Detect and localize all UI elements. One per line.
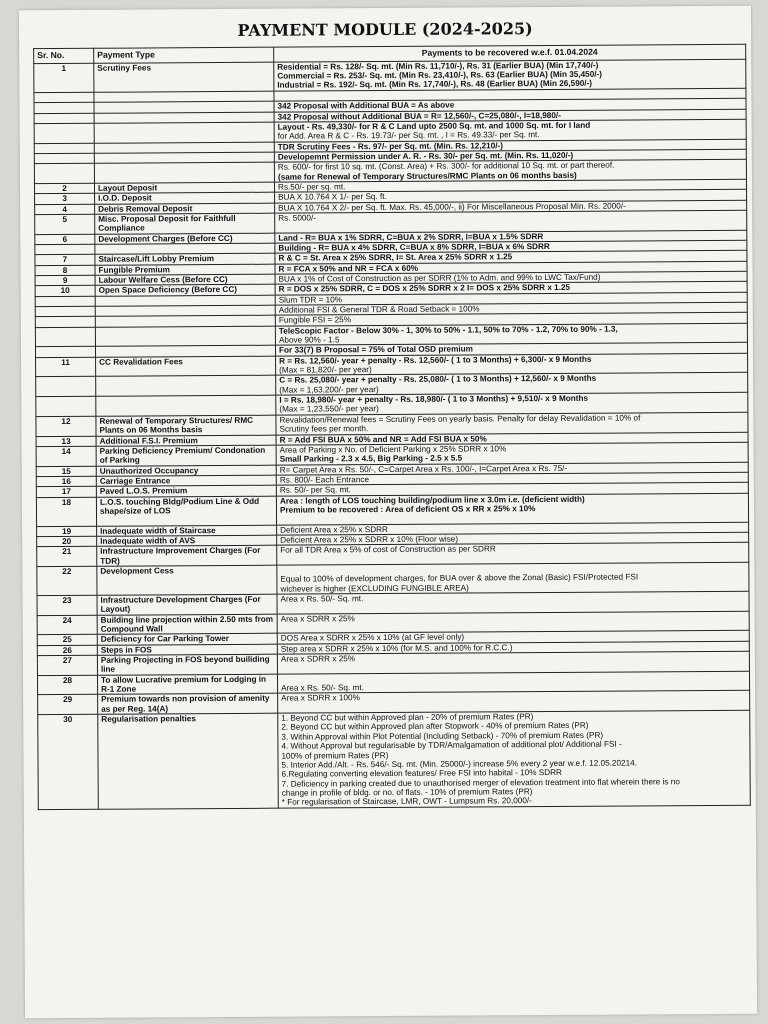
table-row [34,59,746,92]
sr-no-cell: 26 [37,645,97,656]
detail-line: BUA X 10.764 X 1/- per Sq. ft. [278,192,387,202]
detail-line: Fungible FSI = 25% [278,315,351,326]
detail-line: Area x Rs. 50/- Sq. mt. [280,594,364,604]
header-payments: Payments to be recovered w.e.f. 01.04.2024 [274,44,746,62]
detail-line: Land - R= BUA x 1% SDRR, C=BUA x 2% SDRR, I=BUA x 1.5% SDRR [278,231,544,243]
payment-type-cell: Deficiency for Car Parking Tower [97,634,277,645]
payment-type-cell: Scrutiny Fees [94,62,274,92]
detail-line: R = FCA x 50% and NR = FCA x 60% [278,263,419,274]
sr-no-cell: 22 [37,566,97,595]
table-row [37,562,749,595]
detail-line: wichever is higher (EXCLUDING FUNGIBLE AREA) [280,583,469,594]
sr-no-cell: 11 [36,357,96,377]
table-row [38,710,751,809]
payment-type-cell [94,122,274,143]
detail-line: Step area x SDRR x 25% x 10% (for M.S. and 100% for R.C.C.) [280,642,513,654]
detail-line: Slum TDR = 10% [278,294,343,305]
detail-line: Deficient Area x 25% x SDRR x 10% (Floor wise) [280,534,459,545]
detail-line: Rs. 5000/- [278,213,317,223]
sr-no-cell [36,377,96,397]
detail-line: BUA X 10.764 X 2/- per Sq. ft. Max. Rs. 45,000/-, ii) For Miscellaneous Proposal Min. Rs. 2000/- [278,201,626,213]
payment-type-cell: Staircase/Lift Lobby Premium [95,254,275,265]
sr-no-cell: 4 [35,204,95,215]
sr-no-cell [35,327,95,347]
payment-details-cell [274,59,746,91]
payment-type-cell: Inadequate width of Staircase [97,525,277,536]
payment-type-cell: Fungible Premium [95,264,275,275]
detail-line: Developemnt Permission under A. R. - Rs. 30/- per Sq. mt. (Min. Rs. 11,020/-) [277,150,574,162]
sr-no-cell: 8 [35,265,95,276]
detail-line: 7. Deficiency in parking created due to unauthorised merger of elevation treatment into flat wherein there is no [281,776,680,789]
detail-line: 5. Interior Add./Alt. - Rs. 546/- Sq. mt. (Min. 25000/-) increase 5% every 2 year w.e.f. 12.05.20214. [281,758,637,770]
detail-line: Area : length of LOS touching building/podium line x 3.0m i.e. (deficient width) [279,494,585,506]
detail-line: R = DOS x 25% SDRR, C = DOS x 25% SDRR x 2 I= DOS x 25% SDRR x 1.25 [278,283,571,295]
sr-no-cell: 7 [35,255,95,266]
document-page [19,6,757,1018]
detail-line: 342 Proposal with Additional BUA = As above [277,100,455,111]
sr-no-cell: 18 [36,497,96,526]
payment-type-cell [96,395,276,416]
detail-line: 4. Without Approval but regularisable by TDR/Amalgamation of additional plot/ Additional FSI - [281,739,622,751]
detail-line: Premium to be recovered : Area of deficient OS x RR x 25% x 10% [279,504,536,515]
payment-type-cell [96,376,276,397]
payment-details-cell [276,493,748,525]
sr-no-cell [35,317,95,328]
detail-line: Rs. 50/- per Sq. mt. [279,485,351,495]
detail-line: 100% of premium Rates (PR) [281,750,389,761]
detail-line: R & C = St. Area x 25% SDRR, I= St. Area x 25% SDRR x 1.25 [278,252,513,263]
detail-line: R= Carpet Area x Rs. 50/-, C=Carpet Area x Rs. 100/-, I=Carpet Area x Rs. 75/- [279,463,568,475]
header-sr-no: Sr. No. [34,48,94,63]
payment-type-cell: To allow Lucrative premium for Lodging in R-1 Zone [97,674,277,695]
sr-no-cell: 15 [36,466,96,477]
sr-no-cell: 9 [35,275,95,286]
payment-type-cell: Inadequate width of AVS [97,535,277,546]
detail-line: * For regularisation of Staircase, LMR, OWT - Lumpsum Rs. 20,000/- [281,796,532,807]
detail-line: Area x Rs. 50/- Sq. mt. [281,683,364,693]
detail-line: Area x SDRR x 25% [280,654,356,664]
detail-line: Area x SDRR x 25% [280,613,355,624]
detail-line: 6.Regulating converting elevation features/ Free FSI into habital - 10% SDRR [281,768,562,779]
sr-no-cell: 20 [37,536,97,547]
detail-line: (same for Renewal of Temporary Structures/RMC Plants on 06 months basis) [277,170,577,182]
sr-no-cell: 24 [37,615,97,635]
payment-type-cell: Renewal of Temporary Structures/ RMC Plants on 06 Months basis [96,415,276,436]
sr-no-cell: 30 [38,714,99,809]
sr-no-cell [35,244,95,255]
table-body [34,59,751,809]
detail-line: Above 90% - 1.5 [278,335,340,345]
sr-no-cell: 19 [37,526,97,537]
detail-line: (Max = 1,23,550/- per year) [279,404,379,415]
sr-no-cell [34,113,94,124]
payment-details-cell [278,710,751,807]
payment-type-cell: CC Revalidation Fees [96,356,276,377]
detail-line: Small Parking - 2.3 x 4.5, Big Parking - 2.5 x 5.5 [279,453,463,464]
detail-line: Deficient Area x 25% x SDRR [280,524,388,535]
payment-type-cell: L.O.S. touching Bldg/Podium Line & Odd shape/size of LOS [96,496,276,526]
payment-type-cell: Parking Deficiency Premium/ Condonation of Parking [96,445,276,466]
detail-line: Rs.50/- per sq. mt. [277,182,346,192]
payment-type-cell: I.O.D. Deposit [95,192,275,203]
table-row [36,493,748,526]
payment-table [33,44,751,810]
sr-no-cell [36,396,96,416]
payment-type-cell: Labour Welfare Cess (Before CC) [95,274,275,285]
sr-no-cell: 6 [35,234,95,245]
detail-line: C = Rs. 25,080/- year + penalty - Rs. 25,080/- ( 1 to 3 Months) + 12,560/- x 9 Months [279,374,597,386]
detail-line: Residential = Rs. 128/- Sq. mt. (Min Rs. 11,710/-), Rs. 31 (Earlier BUA) (Min 17,740/-) [277,60,599,72]
detail-line: I = Rs. 18,980/- year + penalty - Rs. 18,980/- ( 1 to 3 Months) + 9,510/- x 9 Months [279,393,589,405]
detail-line: BUA x 1% of Cost of Construction as per SDRR (1% to Adm. and 99% to LWC Tax/Fund) [278,272,601,284]
payment-type-cell [95,326,275,347]
detail-line: Building - R= BUA x 4% SDRR, C=BUA x 8% SDRR, I=BUA x 6% SDRR [278,241,550,253]
detail-line: 3. Within Approval within Plot Potential (Including Setback) - 70% of premium Rates (PR) [281,730,604,742]
sr-no-cell: 21 [37,547,97,567]
payment-type-cell: Infrastructure Improvement Charges (For TDR) [97,545,277,566]
sr-no-cell [34,164,94,184]
detail-line: R = Rs. 12,560/- year + penalty - Rs. 12,560/- ( 1 to 3 Months) + 6,300/- x 9 Months [279,354,592,366]
payment-type-cell: Premium towards non provision of amenity as per Reg. 14(A) [98,694,278,715]
detail-line: for Add. Area R & C - Rs. 19.73/- per Sq. mt. , I = Rs. 49.33/- per Sq. mt. [277,130,540,141]
sr-no-cell: 16 [36,476,96,487]
detail-line: Area of Parking x No. of Deficient Parking x 25% SDRR x 10% [279,444,507,455]
sr-no-cell [34,92,94,103]
detail-line: DOS Area x SDRR x 25% x 10% (at GF level only) [280,632,465,644]
detail-line: TeleScopic Factor - Below 30% - 1, 30% to 50% - 1.1, 50% to 70% - 1.2, 70% to 90% - 1.3, [278,324,618,336]
payment-type-cell: Regularisation penalties [98,713,279,809]
sr-no-cell [34,123,94,143]
detail-line: 342 Proposal without Additional BUA = R= 12,560/-, C=25,080/-, I=18,980/- [277,110,561,122]
payment-type-cell: Misc. Proposal Deposit for Faithfull Compliance [95,213,275,234]
payment-details-cell [277,562,749,594]
payment-type-cell: Debris Removal Deposit [95,203,275,214]
payment-type-cell: Paved L.O.S. Premium [96,485,276,496]
payment-type-cell: Development Charges (Before CC) [95,233,275,244]
sr-no-cell [35,296,95,307]
sr-no-cell: 17 [36,487,96,498]
detail-line: Commercial = Rs. 253/- Sq. mt. (Min Rs. 23,410/-), Rs. 63 (Earlier BUA) (Min 35,450/-) [277,69,603,81]
sr-no-cell: 23 [37,595,97,615]
sr-no-cell [35,306,95,317]
detail-line: Equal to 100% of development charges, for BUA over & above the Zonal (Basic) FSI/Protected FSI [280,572,639,584]
header-payment-type: Payment Type [94,47,274,63]
sr-no-cell: 10 [35,286,95,297]
detail-line: Layout - Rs. 49,330/- for R & C Land upto 2500 Sq. mt. and 1000 Sq. mt. for I land [277,120,591,132]
detail-line: Industrial = Rs. 192/- Sq. mt. (Min Rs. 17,740/-), Rs. 48 (Earlier BUA) (Min 26,590/-) [277,79,593,91]
payment-type-cell [94,162,274,183]
sr-no-cell: 2 [34,183,94,194]
sr-no-cell: 27 [37,655,97,675]
payment-type-cell: Open Space Deficiency (Before CC) [95,285,275,296]
payment-type-cell: Layout Deposit [94,182,274,193]
sr-no-cell: 12 [36,416,96,436]
payment-type-cell: Unauthorized Occupancy [96,465,276,476]
detail-line: Area x SDRR x 100% [281,693,360,704]
sr-no-cell: 28 [37,675,97,695]
detail-line: 2. Beyond CC but within Approved plan after Stopwork - 40% of premium Rates (PR) [281,721,589,733]
sr-no-cell [34,153,94,164]
sr-no-cell [35,347,95,358]
page-title: PAYMENT MODULE (2024-2025) [237,19,533,40]
detail-line: (Max = 81,820/- per year) [279,365,372,375]
detail-line: Rs. 800/- Each Entrance [279,475,370,485]
sr-no-cell: 5 [35,214,95,234]
payment-type-cell: Carriage Entrance [96,475,276,486]
sr-no-cell: 3 [35,194,95,205]
detail-line: change in profile of bldg. or no. of flats. - 10% of premium Rates (PR) [281,787,533,798]
detail-line: For 33(7) B Proposal = 75% of Total OSD premium [278,344,473,356]
detail-line: R = Add FSI BUA x 50% and NR = Add FSI BUA x 50% [279,433,487,445]
detail-line: Revalidation/Renewal fees = Scrutiny Fees on yearly basis. Penalty for delay Revalidation = 10% of [279,413,641,425]
detail-line: Scrutiny fees per month. [279,424,369,434]
sr-no-cell: 25 [37,635,97,646]
detail-line: (Max = 1,63,200/- per year) [279,384,379,395]
payment-type-cell: Steps in FOS [97,644,277,655]
detail-line: For all TDR Area x 5% of cost of Construction as per SDRR [280,544,496,555]
payment-type-cell: Building line projection within 2.50 mts from Compound Wall [97,614,277,635]
detail-line: TDR Scrutiny Fees - Rs. 97/- per Sq. mt. (Min. Rs. 12,210/-) [277,140,504,152]
payment-type-cell: Parking Projecting in FOS beyond builiding line [97,654,277,675]
sr-no-cell: 1 [34,63,94,92]
sr-no-cell [34,143,94,154]
detail-line: 1. Beyond CC but within Approved plan - 20% of premium Rates (PR) [281,712,534,723]
sr-no-cell: 29 [38,695,98,715]
sr-no-cell [34,102,94,113]
detail-line: Additional FSI & General TDR & Road Setback = 100% [278,304,480,315]
sr-no-cell: 13 [36,436,96,447]
payment-type-cell: Infrastructure Development Charges (For Layout) [97,594,277,615]
payment-type-cell: Additional F.S.I. Premium [96,435,276,446]
sr-no-cell: 14 [36,446,96,466]
detail-line: Rs. 600/- for first 10 sq. mt. (Const. Area) + Rs. 300/- for additional 10 Sq. mt. or part thereof. [277,160,615,172]
payment-type-cell: Development Cess [97,565,277,595]
